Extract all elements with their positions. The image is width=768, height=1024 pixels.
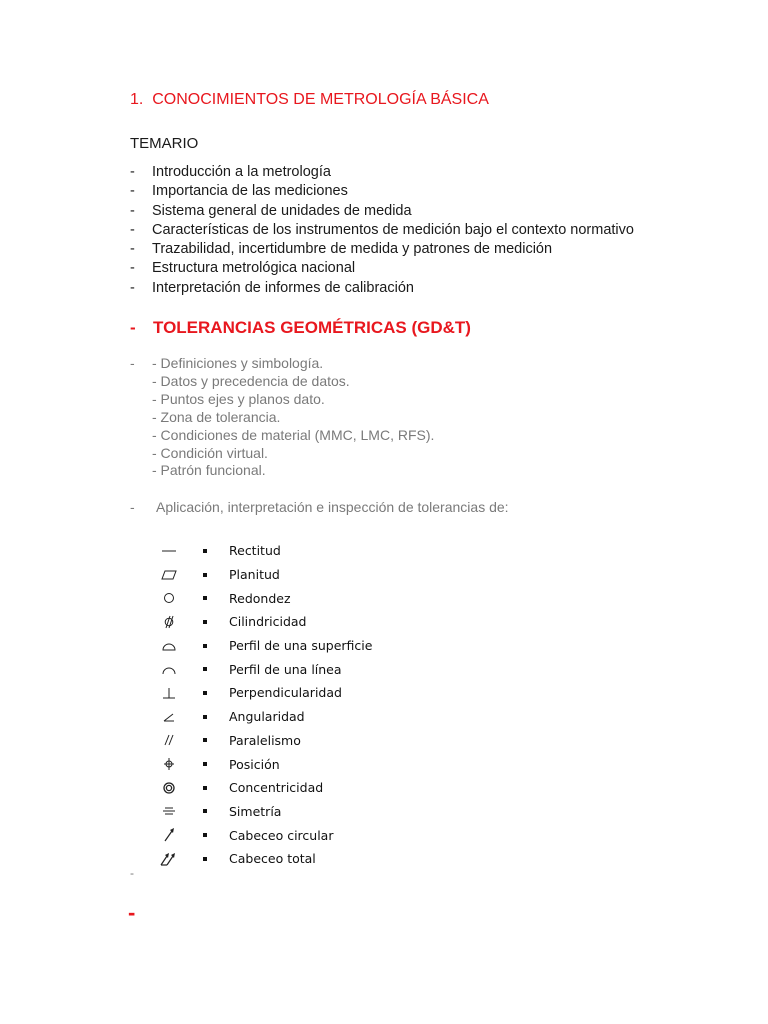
position-icon xyxy=(156,755,182,773)
application-text: Aplicación, interpretación e inspección de tolerancias de: xyxy=(156,499,509,515)
list-item: Cilindricidad xyxy=(156,610,372,634)
bullet xyxy=(203,549,207,553)
list-item: - Datos y precedencia de datos. xyxy=(152,372,350,389)
list-item: Posición xyxy=(156,752,372,776)
list-item: - Introducción a la metrología xyxy=(130,164,331,180)
flatness-icon xyxy=(156,566,182,584)
list-item: - Interpretación de informes de calibración xyxy=(130,279,414,296)
concentricity-icon xyxy=(156,779,182,797)
list-item: - Trazabilidad, incertidumbre de medida y patrones de medición xyxy=(130,241,553,258)
list-item: Planitud xyxy=(156,563,372,587)
tolerance-list xyxy=(156,539,372,871)
definitions-list xyxy=(130,355,434,480)
gdt-title: TOLERANCIAS GEOMÉTRICAS (GD&T) xyxy=(153,318,471,337)
list-item: - Puntos ejes y planos dato. xyxy=(152,390,325,407)
perpendicularity-icon xyxy=(156,684,182,702)
list-item: - Estructura metrológica nacional xyxy=(130,260,356,277)
gdt-heading xyxy=(130,318,471,338)
list-item: - Importancia de las mediciones xyxy=(130,183,348,200)
list-item: - Condición virtual. xyxy=(152,444,268,461)
section-title xyxy=(130,91,489,109)
trailing-dash: - xyxy=(130,866,134,880)
list-item: - - Definiciones y simbología. xyxy=(130,355,324,371)
list-item: - Zona de tolerancia. xyxy=(152,408,281,425)
list-item: Rectitud xyxy=(156,539,372,563)
section-title-text: CONOCIMIENTOS DE METROLOGÍA BÁSICA xyxy=(152,91,489,108)
list-item: Concentricidad xyxy=(156,776,372,800)
gdt-dash: - xyxy=(130,318,136,337)
list-item: Perfil de una superficie xyxy=(156,634,372,658)
list-item: Perpendicularidad xyxy=(156,681,372,705)
surface-profile-icon xyxy=(156,637,182,655)
list-item: - Sistema general de unidades de medida xyxy=(130,202,412,219)
list-item: Perfil de una línea xyxy=(156,657,372,681)
list-item: Redondez xyxy=(156,586,372,610)
straightness-icon xyxy=(156,542,182,560)
list-item: - Condiciones de material (MMC, LMC, RFS). xyxy=(152,426,435,443)
list-item: Angularidad xyxy=(156,705,372,729)
parallelism-icon xyxy=(156,731,182,749)
application-line: - Aplicación, interpretación e inspección de tolerancias de: xyxy=(130,499,509,515)
symmetry-icon xyxy=(156,802,182,820)
list-item: Cabeceo circular xyxy=(156,823,372,847)
line-profile-icon xyxy=(156,660,182,678)
circular-runout-icon xyxy=(156,826,182,844)
temario-list xyxy=(130,163,634,298)
list-item: Simetría xyxy=(156,800,372,824)
list-item: Cabeceo total xyxy=(156,847,372,871)
circularity-icon xyxy=(156,589,182,607)
list-item: - Patrón funcional. xyxy=(152,462,266,479)
section-number: 1. xyxy=(130,91,144,108)
cylindricity-icon xyxy=(156,613,182,631)
temario-heading: TEMARIO xyxy=(130,135,199,152)
trailing-red-dash: - xyxy=(128,900,136,925)
total-runout-icon xyxy=(156,850,182,868)
list-item: - Características de los instrumentos de medición bajo el contexto normativo xyxy=(130,221,634,238)
angularity-icon xyxy=(156,708,182,726)
list-item: Paralelismo xyxy=(156,729,372,753)
